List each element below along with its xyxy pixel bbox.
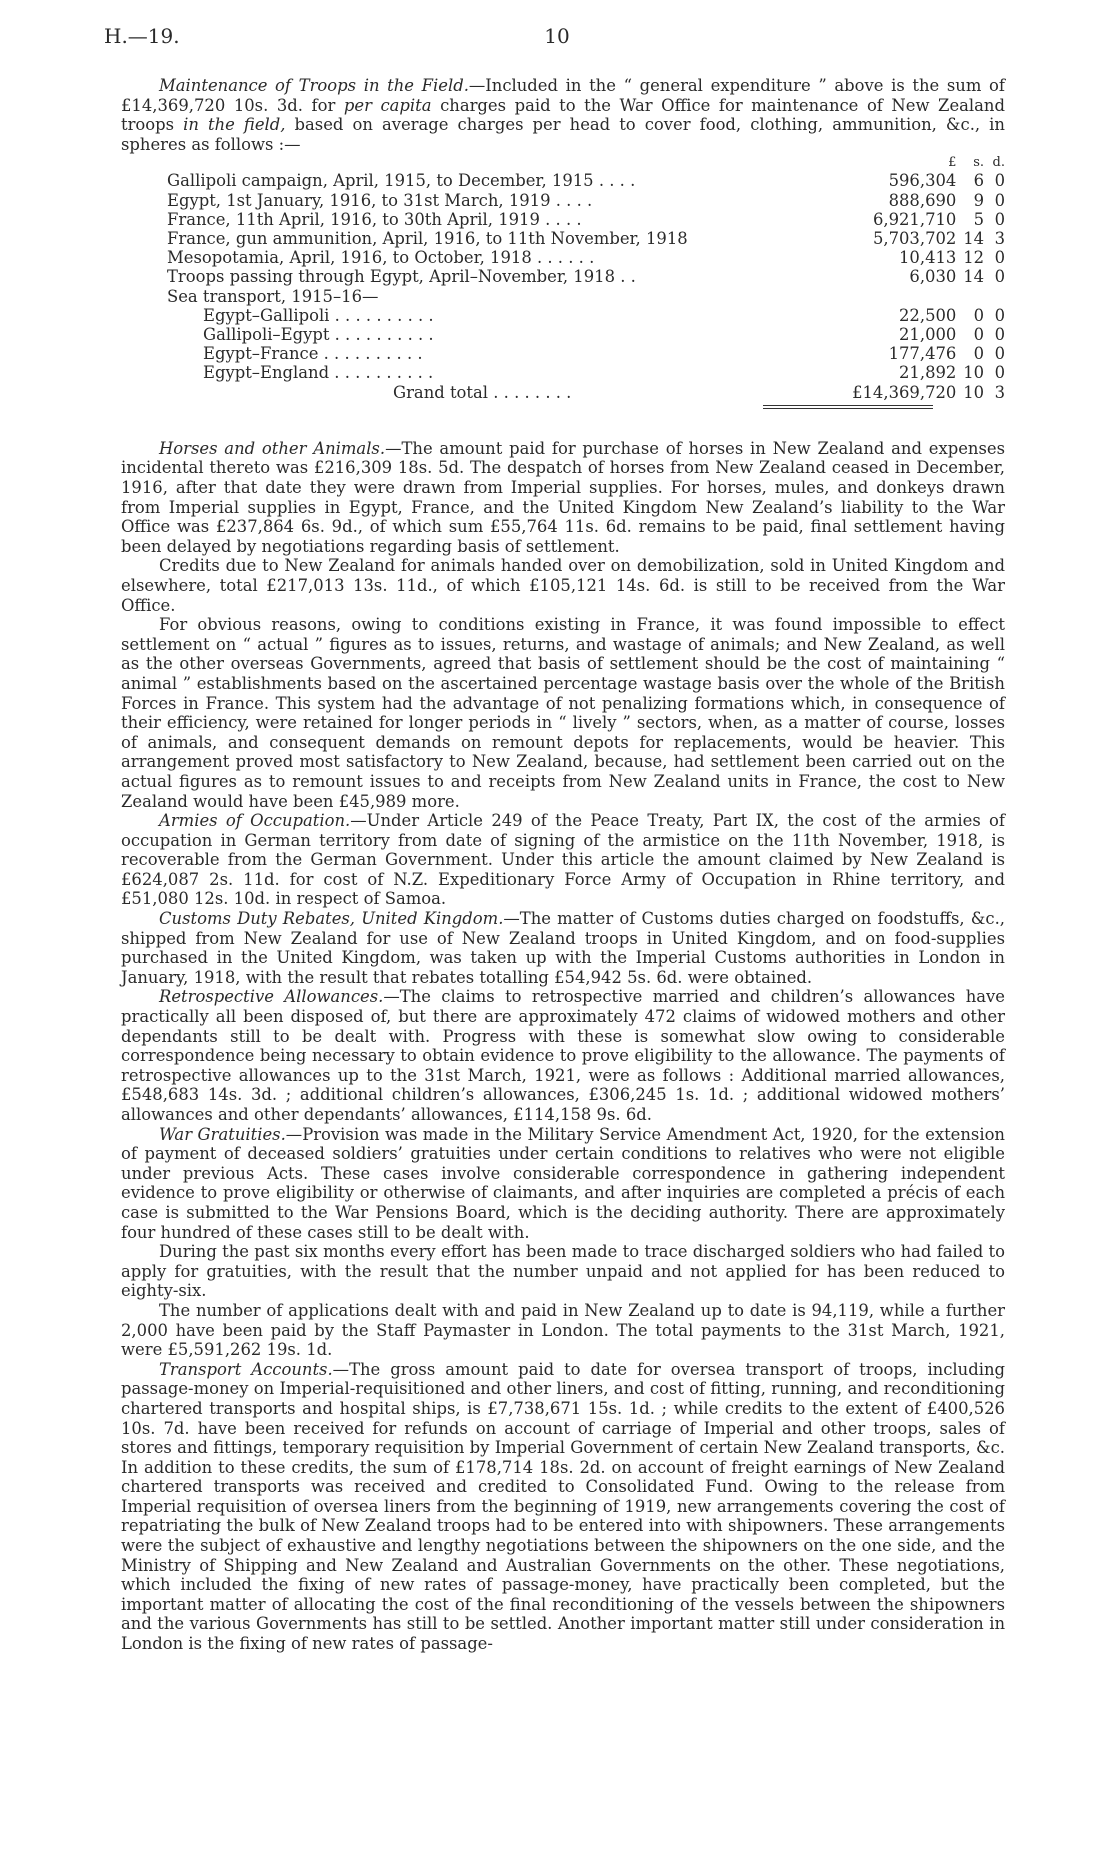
horses-heading: Horses and other Animals. [159,438,386,458]
currency-pounds: £ [948,155,957,171]
grand-total-pounds: £14,369,720 [852,382,957,402]
currency-shillings: s. [973,155,985,171]
ledger-row-desc: Gallipoli campaign, April, 1915, to December, 1915 . . . . [167,171,636,191]
retrospective-paragraph [121,987,1005,1124]
gratuities-text-1: —Provision was made in the Military Service Amendment Act, 1920, for the extension of payment of deceased soldiers’ gratuities under certain conditions to relatives who were not eligible under previous Acts. These cases involve considerable correspondence in gathering independent evidence to prove eligibility or otherwise of claimants, and after inquiries are completed a précis of each case is submitted to the War Pensions Board, which is the deciding authority. There are approximately four hundred of these cases still to be dealt with. [121,1124,1005,1242]
maintenance-text-a: —Included in the “ general expenditure ” above is the sum of £14,369,720 10s. 3d. for [121,76,1005,115]
ledger-row [121,229,1005,248]
ledger-row-pence: 0 [994,305,1005,325]
page-number: 10 [544,24,570,48]
ledger-row-shillings: 6 [973,171,985,191]
ledger-row-pence: 3 [994,228,1005,248]
maintenance-paragraph [121,76,1005,154]
ledger-row-desc: France, 11th April, 1916, to 30th April, 1919 . . . . [167,209,582,229]
maintenance-ledger-table [121,155,1005,401]
transport-heading: Transport Accounts. [159,1359,333,1379]
grand-total-label: Grand total . . . . . . . . [393,382,572,402]
ledger-row [121,267,1005,286]
gratuities-heading: War Gratuities. [159,1124,286,1144]
ledger-row-pounds: 596,304 [888,171,957,191]
grand-total-shillings: 10 [963,382,985,402]
ledger-row-pounds: 177,476 [888,344,957,364]
ledger-row-shillings: 0 [973,325,985,344]
retrospective-text: —The claims to retrospective married and children’s allowances have practically all been disposed of, but there are approximately 472 claims of widowed mothers and other dependants still to be dealt with. Progress with these is somewhat slow owing to considerable correspondence being necessary to obtain evidence to prove eligibility to the allowance. The payments of retrospective allowances up to the 31st March, 1921, were as follows : Additional married allowances, £548,683 14s. 3d. ; additional children’s allowances, £306,245 1s. 1d. ; additional widowed mothers’ allowances and other dependants’ allowances, £114,158 9s. 6d. [121,987,1005,1124]
currency-pence: d. [992,155,1005,171]
ledger-row-pounds: 888,690 [888,190,957,210]
page-body [121,76,1005,1654]
ledger-row-pence: 0 [994,363,1005,383]
ledger-row-desc: Troops passing through Egypt, April–November, 1918 . . [167,267,636,287]
ledger-row-pounds: 21,000 [899,325,957,344]
ledger-grand-total-row [121,383,1005,402]
ledger-row-shillings: 9 [973,190,985,210]
horses-settlement-paragraph: For obvious reasons, owing to conditions existing in France, it was found impossible to effect settlement on “ actual ” figures as to issues, returns, and wastage of animals; and New Zealand, as well as the other overseas Governments, agreed that basis of settlement should be the cost of maintaining “ animal ” establishments based on the ascertained percentage wastage basis over the whole of the British Forces in France. This system had the advantage of not penalizing formations which, in consequence of their efficiency, were retained for longer periods in “ lively ” sectors, when, as a matter of course, losses of animals, and consequent demands on remount depots for replacements, would be heavier. This arrangement proved most satisfactory to New Zealand, because, had settlement been carried out on the actual figures as to remount issues to and receipts from New Zealand units in France, the cost to New Zealand would have been £45,989 more. [121,615,1005,811]
ledger-row-shillings: 12 [963,248,985,268]
ledger-row-pounds: 10,413 [899,248,957,268]
armies-text: —Under Article 249 of the Peace Treaty, Part IX, the cost of the armies of occupation in German territory from date of signing of the armistice on the 11th November, 1918, is recoverable from the German Government. Under this article the amount claimed by New Zealand is £624,087 2s. 11d. for cost of N.Z. Expeditionary Force Army of Occupation in Rhine territory, and £51,080 12s. 10d. in respect of Samoa. [121,811,1005,909]
ledger-row [121,191,1005,210]
ledger-row-shillings: 10 [963,363,985,383]
ledger-row [121,344,1005,363]
customs-paragraph [121,909,1005,987]
gratuities-trace-paragraph: During the past six months every effort has been made to trace discharged soldiers who had failed to apply for gratuities, with the result that the number unpaid and not applied for has been reduced to eighty-six. [121,1242,1005,1301]
transport-text: —The gross amount paid to date for oversea transport of troops, including passage-money on Imperial-requisitioned and other liners, and cost of fitting, running, and reconditioning chartered transports and hospital ships, is £7,738,671 15s. 1d. ; while credits to the extent of £400,526 10s. 7d. have been received for refunds on account of carriage of Imperial and other troops, sales of stores and fittings, temporary requisition by Imperial Government of certain New Zealand transports, &c. In addition to these credits, the sum of £178,714 18s. 2d. on account of freight earnings of New Zealand chartered transports was received and credited to Consolidated Fund. Owing to the release from Imperial requisition of oversea liners from the beginning of 1919, new arrangements covering the cost of repatriating the bulk of New Zealand troops had to be entered into with shipowners. These arrangements were the subject of exhaustive and lengthy negotiations between the shipowners on the one side, and the Ministry of Shipping and New Zealand and Australian Governments on the other. These negotiations, which included the fixing of new rates of passage-money, have practically been completed, but the important matter of allocating the cost of the final reconditioning of the vessels between the shipowners and the various Governments has still to be settled. Another important matter still under consideration in London is the fixing of new rates of passage- [121,1359,1005,1654]
ledger-row-shillings: 5 [973,209,985,229]
maintenance-in-field: in the field, [183,115,286,135]
ledger-row-pence: 0 [994,325,1005,344]
ledger-row-pence: 0 [994,171,1005,191]
maintenance-heading: Maintenance of Troops in the Field. [159,76,469,95]
ledger-row [121,171,1005,190]
ledger-row-desc: France, gun ammunition, April, 1916, to 11th November, 1918 [167,228,688,248]
ledger-currency-header [121,155,1005,171]
document-reference: H.—19. [104,24,180,48]
ledger-row-pence: 0 [994,190,1005,210]
gratuities-paragraph [121,1125,1005,1243]
horses-text-1: —The amount paid for purchase of horses in New Zealand and expenses incidental thereto was £216,309 18s. 5d. The despatch of horses from New Zealand ceased in December, 1916, after that date they were drawn from Imperial supplies. For horses, mules, and donkeys drawn from Imperial supplies in Egypt, France, and the United Kingdom New Zealand’s liability to the War Office was £237,864 6s. 9d., of which sum £55,764 11s. 6d. remains to be paid, final settlement having been delayed by negotiations regarding basis of settlement. [121,438,1005,556]
ledger-row [121,248,1005,267]
armies-heading: Armies of Occupation. [159,811,351,831]
ledger-row-shillings: 14 [963,267,985,287]
maintenance-per-capita: per capita [343,95,432,115]
ledger-row-desc: Egypt, 1st January, 1916, to 31st March, 1919 . . . . [167,190,593,210]
sea-transport-label: Sea transport, 1915–16— [167,286,379,306]
grand-total-pence: 3 [994,382,1005,402]
ledger-row-pence: 0 [994,344,1005,364]
maintenance-text-c: based on average charges per head to cover food, clothing, ammunition, &c., in spheres as follows :— [121,115,1005,154]
ledger-row [121,210,1005,229]
ledger-row-desc: Egypt–Gallipoli . . . . . . . . . . [203,305,434,325]
page-header [104,24,1010,54]
ledger-row-pounds: 22,500 [899,305,957,325]
ledger-row-desc: Gallipoli–Egypt . . . . . . . . . . [203,325,434,344]
ledger-row-pence: 0 [994,248,1005,268]
gratuities-applications-paragraph: The number of applications dealt with and paid in New Zealand up to date is 94,119, while a further 2,000 have been paid by the Staff Paymaster in London. The total payments to the 31st March, 1921, were £5,591,262 19s. 1d. [121,1300,1005,1360]
section-gap [121,409,1005,439]
ledger-row-pounds: 6,921,710 [872,209,957,229]
horses-credits-paragraph: Credits due to New Zealand for animals handed over on demobilization, sold in United Kingdom and elsewhere, total £217,013 13s. 11d., of which £105,121 14s. 6d. is still to be received from the War Office. [121,556,1005,615]
retrospective-heading: Retrospective Allowances. [159,987,384,1007]
transport-paragraph [121,1360,1005,1654]
ledger-row-shillings: 14 [963,228,985,248]
maintenance-text-b: charges paid to the War Office for maintenance of New Zealand troops [121,95,1005,135]
ledger-row [121,306,1005,325]
customs-text: —The matter of Customs duties charged on foodstuffs, &c., shipped from New Zealand for use of New Zealand troops in United Kingdom, and on food-supplies purchased in the United Kingdom, was taken up with the Imperial Customs authorities in London in January, 1918, with the result that rebates totalling £54,942 5s. 6d. were obtained. [121,909,1005,987]
ledger-row [121,363,1005,382]
ledger-row-pounds: 5,703,702 [872,228,957,248]
ledger-row-desc: Egypt–France . . . . . . . . . . [203,344,423,364]
ledger-row-pounds: 21,892 [899,363,957,383]
horses-paragraph [121,439,1005,557]
ledger-row-pounds: 6,030 [909,267,957,287]
ledger-row-desc: Egypt–England . . . . . . . . . . [203,363,434,383]
ledger-row-shillings: 0 [973,305,985,325]
customs-heading: Customs Duty Rebates, United Kingdom. [159,909,504,929]
ledger-row-desc: Mesopotamia, April, 1916, to October, 1918 . . . . . . [167,248,595,268]
ledger-row-pence: 0 [994,267,1005,287]
armies-paragraph [121,811,1005,909]
ledger-row-pence: 0 [994,209,1005,229]
ledger-row-shillings: 0 [973,344,985,364]
ledger-sea-transport-row [121,287,1005,306]
ledger-row [121,325,1005,344]
